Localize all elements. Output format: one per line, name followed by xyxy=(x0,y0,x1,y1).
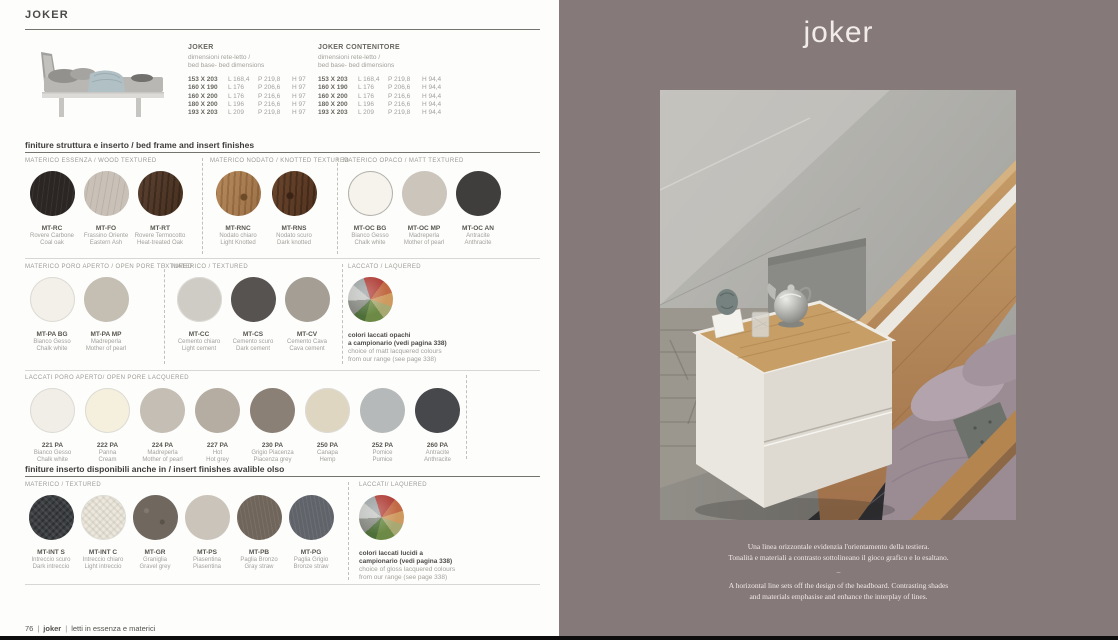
swatch-name-it: Canapa xyxy=(316,449,339,456)
group-label: MATERICO OPACO / MATT TEXTURED xyxy=(343,158,464,164)
spec-table-joker xyxy=(188,44,314,117)
swatch-name-en: Cava cement xyxy=(289,345,325,352)
cell-p: P 216,6 xyxy=(258,100,281,108)
caption-italian-line1: Una linea orizzontale evidenzia l'orientamento della testiera. xyxy=(747,542,930,551)
cell-size: 153 X 203 xyxy=(318,76,348,83)
cell-p: P 219,8 xyxy=(388,109,411,117)
cell-l: L 196 xyxy=(358,100,375,108)
swatch-mt-rc xyxy=(25,171,79,247)
swatch-name-it: Madreperla xyxy=(147,449,178,456)
swatch-mt-rns xyxy=(266,171,322,247)
group-insert-textured xyxy=(25,482,345,582)
swatch-name-it: Rovere Termocotto xyxy=(134,232,186,239)
swatch-code: MT-RNC xyxy=(225,225,251,232)
swatch-code: MT-RT xyxy=(150,225,170,232)
finish-row-3 xyxy=(25,375,465,464)
table-row xyxy=(188,93,314,101)
swatch-row xyxy=(343,171,505,247)
cell-size: 160 X 190 xyxy=(318,84,348,92)
swatch-row xyxy=(210,171,333,247)
group-label: MATERICO / TEXTURED xyxy=(25,482,102,488)
group-divider xyxy=(337,158,338,254)
swatch-name-en: Anthracite xyxy=(464,239,492,246)
cell-l: L 176 xyxy=(358,84,375,92)
swatch-name-en: Light Knotted xyxy=(220,239,256,246)
cell-size: 193 X 203 xyxy=(188,109,218,117)
table-row xyxy=(318,93,444,101)
right-page-title: joker xyxy=(803,16,874,49)
swatch-name-it: Bianco Gesso xyxy=(33,449,72,456)
lacquer-note-line: from our range (see page 338) xyxy=(348,356,437,363)
swatch-mt-pa-bg xyxy=(25,277,79,353)
swatch-222-pa-circle xyxy=(85,388,130,433)
swatch-mt-pg xyxy=(285,495,337,571)
table-row xyxy=(188,76,314,84)
cell-h: H 94,4 xyxy=(422,92,442,100)
swatch-mt-pa-mp-circle xyxy=(84,277,129,322)
swatch-code: MT-INT S xyxy=(37,549,65,556)
cell-h: H 94,4 xyxy=(422,84,442,92)
lacquer-note xyxy=(359,550,455,582)
swatch-name-it: Nodato chiaro xyxy=(219,232,257,239)
spec-subtitle-en: bed base- bed dimensions xyxy=(188,62,265,69)
swatch-code: MT-PB xyxy=(248,549,270,556)
swatch-name-en: Mother of pearl xyxy=(403,239,445,246)
swatch-name-it: Paglia Grigio xyxy=(293,556,329,563)
swatch-name-en: Pumice xyxy=(372,456,393,463)
swatch-code: MT-GR xyxy=(144,549,166,556)
swatch-name-en: Coal oak xyxy=(40,239,64,246)
swatch-code: 227 PA xyxy=(206,442,229,449)
cell-l: L 176 xyxy=(228,84,245,92)
lacquer-note-line: a campionario (vedi pagina 338) xyxy=(348,340,447,347)
swatch-code: 230 PA xyxy=(261,442,284,449)
spec-subtitle-it: dimensioni rete-letto / xyxy=(318,54,381,61)
swatch-code: 260 PA xyxy=(426,442,449,449)
swatch-code: MT-OC AN xyxy=(462,225,494,232)
cell-h: H 97 xyxy=(292,76,306,83)
group-divider xyxy=(466,375,467,459)
swatch-name-it: Piasentina xyxy=(192,556,222,563)
cell-p: P 219,8 xyxy=(258,76,281,83)
lacquer-note-line: choice of gloss lacquered colours xyxy=(359,566,456,573)
swatch-mt-pa-mp xyxy=(79,277,133,353)
caption-english-line2: and materials emphasise and enhance the interplay of lines. xyxy=(749,592,928,601)
lacquer-note-line: choice of matt lacquered colours xyxy=(348,348,442,355)
swatch-code: 224 PA xyxy=(151,442,174,449)
cell-h: H 94,4 xyxy=(422,100,442,108)
spec-subtitle-it: dimensioni rete-letto / xyxy=(188,54,251,61)
swatch-mt-fo xyxy=(79,171,133,247)
group-knotted-textured xyxy=(200,158,350,247)
swatch-row xyxy=(25,171,200,247)
swatch-code: MT-CC xyxy=(188,331,210,338)
swatch-name-it: Madreperla xyxy=(90,338,122,345)
group-matt-textured xyxy=(333,158,505,247)
spec-rows xyxy=(188,76,314,117)
swatch-code: 221 PA xyxy=(41,442,64,449)
section-rule xyxy=(25,152,540,153)
swatch-230-pa-circle xyxy=(250,388,295,433)
swatch-mt-pb xyxy=(233,495,285,571)
swatch-name-en: Mother of pearl xyxy=(142,456,183,463)
group-divider xyxy=(342,264,343,364)
cell-h: H 94,4 xyxy=(422,109,442,117)
group-divider xyxy=(348,482,349,580)
footer-separator: | xyxy=(65,624,68,633)
spec-rows xyxy=(318,76,444,117)
swatch-mt-oc-mp xyxy=(397,171,451,247)
swatch-row xyxy=(25,495,345,571)
swatch-mt-cv-circle xyxy=(285,277,330,322)
swatch-code: MT-CS xyxy=(242,331,264,338)
swatch-227-pa-circle xyxy=(195,388,240,433)
swatch-name-it: Madreperla xyxy=(408,232,440,239)
section-heading-insert-finishes: finiture inserto disponibili anche in / insert finishes avalible olso xyxy=(25,464,285,474)
swatch-code: 222 PA xyxy=(96,442,119,449)
swatch-name-en: Cream xyxy=(98,456,117,463)
group-label: LACCATI/ LAQUERED xyxy=(359,482,428,488)
swatch-222-pa xyxy=(80,388,135,464)
swatch-260-pa-circle xyxy=(415,388,460,433)
swatch-name-en: Piasentina xyxy=(192,563,222,570)
group-label: MATERICO PORO APERTO / OPEN PORE TEXTURED xyxy=(25,264,193,270)
swatch-mt-gr xyxy=(129,495,181,571)
swatch-name-it: Grigio Piacenza xyxy=(251,449,294,456)
swatch-code: 250 PA xyxy=(316,442,339,449)
swatch-row xyxy=(25,277,162,353)
swatch-code: MT-RC xyxy=(41,225,63,232)
swatch-mt-rnc-circle xyxy=(216,171,261,216)
swatch-252-pa xyxy=(355,388,410,464)
group-label: LACCATO / LAQUERED xyxy=(348,264,421,270)
swatch-mt-int-c-circle xyxy=(81,495,126,540)
swatch-name-it: Cemento chiaro xyxy=(177,338,221,345)
footer-separator: | xyxy=(37,624,40,633)
swatch-name-en: Light intreccio xyxy=(84,563,122,570)
swatch-mt-ps-circle xyxy=(185,495,230,540)
group-divider xyxy=(202,158,203,254)
swatch-mt-cc-circle xyxy=(177,277,222,322)
cell-h: H 97 xyxy=(292,100,306,108)
swatch-name-en: Gravel grey xyxy=(139,563,171,570)
cell-l: L 196 xyxy=(228,100,245,108)
swatch-name-en: Gray straw xyxy=(244,563,274,570)
page-title: JOKER xyxy=(25,9,69,21)
group-divider xyxy=(164,264,165,364)
group-cement-textured xyxy=(162,264,340,364)
swatch-221-pa-circle xyxy=(30,388,75,433)
swatch-250-pa xyxy=(300,388,355,464)
swatch-name-it: Graniglia xyxy=(142,556,167,563)
swatch-name-en: Chalk white xyxy=(354,239,386,246)
swatch-name-it: Bianco Gesso xyxy=(351,232,389,239)
group-wood-textured xyxy=(25,158,200,247)
spec-table-joker-contenitore xyxy=(318,44,444,117)
photo-caption xyxy=(579,541,1098,602)
group-lacquered-gloss xyxy=(345,482,455,582)
swatch-mt-pg-circle xyxy=(289,495,334,540)
swatch-230-pa xyxy=(245,388,300,464)
swatch-name-it: Intreccio chiaro xyxy=(82,556,124,563)
swatch-name-it: Frassino Oriente xyxy=(83,232,129,239)
lacquer-note-line: from our range (see page 338) xyxy=(359,574,448,581)
cell-h: H 97 xyxy=(292,84,306,92)
caption-italian-line2: Tonalità e materiali a contrasto sottolineano il gioco grafico e lo esaltano. xyxy=(728,553,949,562)
swatch-mt-cc xyxy=(172,277,226,353)
group-open-pore-lacquered xyxy=(25,375,465,464)
swatch-name-en: Bronze straw xyxy=(293,563,329,570)
section-heading-frame-finishes: finiture struttura e inserto / bed frame and insert finishes xyxy=(25,140,255,150)
cell-h: H 94,4 xyxy=(422,76,442,83)
swatch-name-it: Panna xyxy=(98,449,117,456)
cell-p: P 216,6 xyxy=(388,100,411,108)
swatch-mt-oc-bg-circle xyxy=(348,171,393,216)
swatch-name-it: Cemento Cava xyxy=(286,338,328,345)
page-number: 76 xyxy=(25,624,34,633)
cell-size: 160 X 200 xyxy=(188,92,218,100)
swatch-code: MT-RNS xyxy=(281,225,307,232)
swatch-name-it: Rovere Carbone xyxy=(29,232,75,239)
cell-size: 153 X 203 xyxy=(188,76,218,83)
swatch-name-en: Anthracite xyxy=(423,456,451,463)
swatch-mt-cs xyxy=(226,277,280,353)
lacquer-colour-wheel xyxy=(348,277,393,322)
page-footer xyxy=(25,624,155,633)
swatch-mt-gr-circle xyxy=(133,495,178,540)
lacquer-note-line: campionario (vedi pagina 338) xyxy=(359,558,453,565)
swatch-name-it: Cemento scuro xyxy=(232,338,274,345)
swatch-code: MT-CV xyxy=(296,331,318,338)
bottom-edge-bar xyxy=(0,636,1118,640)
row-divider xyxy=(25,370,540,371)
spec-table-title: JOKER CONTENITORE xyxy=(318,44,400,51)
swatch-mt-rnc xyxy=(210,171,266,247)
swatch-name-en: Hot grey xyxy=(206,456,229,463)
table-row xyxy=(318,84,444,92)
swatch-mt-rt xyxy=(133,171,187,247)
cell-l: L 209 xyxy=(228,109,245,117)
row-divider xyxy=(25,584,540,585)
swatch-code: MT-PS xyxy=(197,549,217,556)
cell-l: L 168,4 xyxy=(358,76,380,83)
cell-p: P 219,8 xyxy=(258,109,281,117)
cell-l: L 176 xyxy=(358,92,375,100)
swatch-code: MT-FO xyxy=(95,225,117,232)
swatch-code: MT-PA BG xyxy=(36,331,68,338)
caption-english-line1: A horizontal line sets off the design of the headboard. Contrasting shades xyxy=(728,581,949,590)
swatch-name-en: Piacenza grey xyxy=(253,456,292,463)
spec-table-title: JOKER xyxy=(188,44,214,51)
cell-p: P 206,6 xyxy=(258,84,281,92)
swatch-250-pa-circle xyxy=(305,388,350,433)
swatch-code: 252 PA xyxy=(371,442,394,449)
swatch-row xyxy=(172,277,340,353)
bed-illustration-icon xyxy=(28,50,176,122)
swatch-name-it: Bianco Gesso xyxy=(33,338,71,345)
cell-h: H 97 xyxy=(292,109,306,117)
lacquer-note xyxy=(348,332,447,364)
table-row xyxy=(188,84,314,92)
swatch-name-en: Eastern Ash xyxy=(89,239,123,246)
swatch-name-en: Dark intreccio xyxy=(32,563,70,570)
table-row xyxy=(318,109,444,117)
lacquer-note-line: colori laccati lucidi a xyxy=(359,550,423,557)
row-divider xyxy=(25,258,540,259)
swatch-mt-pb-circle xyxy=(237,495,282,540)
cell-size: 180 X 200 xyxy=(318,100,348,108)
swatch-code: MT-OC BG xyxy=(353,225,387,232)
group-open-pore-textured xyxy=(25,264,193,364)
swatch-mt-pa-bg-circle xyxy=(30,277,75,322)
group-label: LACCATI PORO APERTO/ OPEN PORE LACQUERED xyxy=(25,375,190,381)
group-label: MATERICO ESSENZA / WOOD TEXTURED xyxy=(25,158,157,164)
swatch-mt-oc-an xyxy=(451,171,505,247)
cell-h: H 97 xyxy=(292,92,306,100)
swatch-name-en: Dark cement xyxy=(235,345,270,352)
swatch-227-pa xyxy=(190,388,245,464)
footer-series-name: letti in essenza e materici xyxy=(71,624,156,633)
swatch-221-pa xyxy=(25,388,80,464)
swatch-224-pa-circle xyxy=(140,388,185,433)
finish-row-4 xyxy=(25,482,455,582)
group-label: MATERICO NODATO / KNOTTED TEXTURED xyxy=(210,158,350,164)
swatch-name-it: Hot xyxy=(212,449,223,456)
swatch-mt-cs-circle xyxy=(231,277,276,322)
table-row xyxy=(318,76,444,84)
cell-size: 160 X 190 xyxy=(188,84,218,92)
cell-size: 180 X 200 xyxy=(188,100,218,108)
swatch-code: MT-PG xyxy=(300,549,322,556)
lacquer-note-line: colori laccati opachi xyxy=(348,332,411,339)
swatch-name-it: Paglia Bronzo xyxy=(240,556,278,563)
swatch-mt-rns-circle xyxy=(272,171,317,216)
product-photo xyxy=(660,90,1016,520)
swatch-name-it: Intreccio scuro xyxy=(31,556,71,563)
table-row xyxy=(318,101,444,109)
cell-size: 160 X 200 xyxy=(318,92,348,100)
swatch-name-en: Mother of pearl xyxy=(85,345,127,352)
swatch-mt-rc-circle xyxy=(30,171,75,216)
swatch-mt-cv xyxy=(280,277,334,353)
swatch-260-pa xyxy=(410,388,465,464)
cell-p: P 206,6 xyxy=(388,84,411,92)
footer-product-name: joker xyxy=(43,624,62,633)
swatch-code: MT-INT C xyxy=(88,549,118,556)
table-row xyxy=(188,109,314,117)
right-page xyxy=(559,0,1118,640)
swatch-mt-int-s xyxy=(25,495,77,571)
swatch-mt-rt-circle xyxy=(138,171,183,216)
cell-p: P 216,6 xyxy=(258,92,281,100)
swatch-name-en: Chalk white xyxy=(36,345,68,352)
table-row xyxy=(188,101,314,109)
swatch-name-en: Dark knotted xyxy=(276,239,312,246)
finish-row-1 xyxy=(25,158,505,247)
swatch-mt-oc-mp-circle xyxy=(402,171,447,216)
swatch-mt-int-s-circle xyxy=(29,495,74,540)
swatch-name-en: Chalk white xyxy=(36,456,68,463)
swatch-row xyxy=(25,388,465,464)
swatch-name-it: Nodato scuro xyxy=(276,232,312,239)
swatch-code: MT-OC MP xyxy=(407,225,441,232)
swatch-name-it: Pomice xyxy=(372,449,393,456)
swatch-mt-int-c xyxy=(77,495,129,571)
group-label: MATERICO / TEXTURED xyxy=(172,264,249,270)
swatch-code: MT-PA MP xyxy=(90,331,122,338)
swatch-mt-oc-bg xyxy=(343,171,397,247)
swatch-name-en: Heat-treated Oak xyxy=(136,239,184,246)
swatch-252-pa-circle xyxy=(360,388,405,433)
finish-row-2 xyxy=(25,264,447,364)
cell-p: P 219,8 xyxy=(388,76,411,83)
cell-l: L 209 xyxy=(358,109,375,117)
lacquer-colour-wheel xyxy=(359,495,404,540)
swatch-mt-oc-an-circle xyxy=(456,171,501,216)
cell-size: 193 X 203 xyxy=(318,109,348,117)
cell-p: P 216,6 xyxy=(388,92,411,100)
section-rule xyxy=(25,476,540,477)
swatch-name-it: Antracite xyxy=(425,449,450,456)
swatch-name-it: Antracite xyxy=(466,232,490,239)
cell-l: L 168,4 xyxy=(228,76,250,83)
swatch-mt-ps xyxy=(181,495,233,571)
spec-subtitle-en: bed base- bed dimensions xyxy=(318,62,395,69)
group-lacquered-matt xyxy=(340,264,447,364)
swatch-mt-fo-circle xyxy=(84,171,129,216)
swatch-name-en: Hemp xyxy=(319,456,336,463)
swatch-224-pa xyxy=(135,388,190,464)
caption-divider: – xyxy=(836,567,841,576)
cell-l: L 176 xyxy=(228,92,245,100)
swatch-name-en: Light cement xyxy=(181,345,217,352)
title-rule xyxy=(25,29,540,30)
